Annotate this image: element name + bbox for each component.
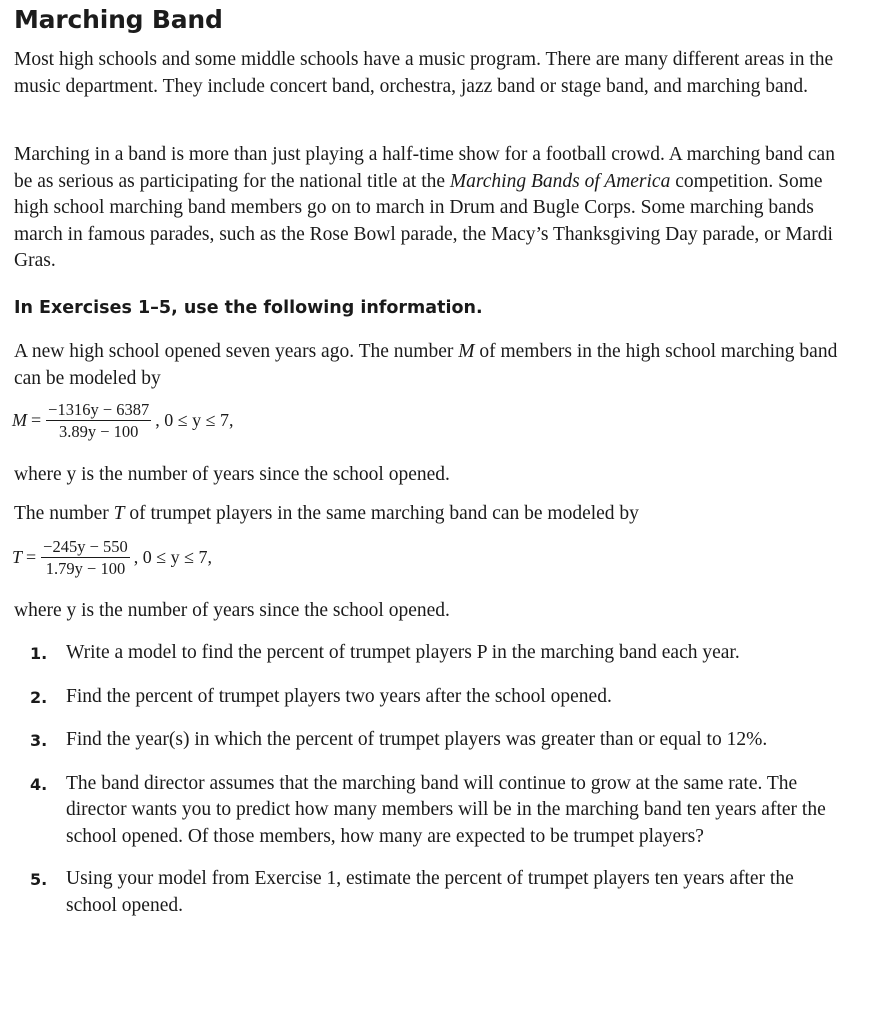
members-model-intro: [14, 339, 844, 392]
formula-t-equals: =: [26, 547, 37, 567]
formula-m-equals: =: [31, 410, 42, 430]
exercise-list: [30, 640, 840, 935]
formula-m-denominator: 3.89y − 100: [59, 422, 139, 441]
trumpet-intro-start: The number: [14, 503, 114, 524]
exercise-item: [30, 866, 840, 919]
formula-t-domain: , 0 ≤ y ≤ 7,: [133, 547, 213, 567]
formula-t-numerator: −245y − 550: [43, 537, 128, 556]
where-statement-2: where y is the number of years since the school opened.: [14, 600, 450, 621]
exercise-item: [30, 771, 840, 851]
exercise-text: Find the year(s) in which the percent of trumpet players was greater than or equal to 12%.: [66, 729, 768, 750]
exercise-heading: In Exercises 1–5, use the following information.: [14, 298, 483, 318]
exercise-number: 5.: [30, 870, 48, 889]
exercise-number: 3.: [30, 731, 48, 750]
formula-m-fraction: [46, 400, 151, 441]
intro-p2-start: Marching in a band is more than just playing a half-time show for a football crowd. A marching band can be as serious as participating for the national title at the: [14, 144, 835, 192]
trumpet-formula: [12, 537, 212, 578]
page-title: Marching Band: [14, 5, 223, 34]
formula-m-numerator: −1316y − 6387: [48, 400, 150, 419]
formula-t-fraction: [41, 537, 130, 578]
where-statement-1: where y is the number of years since the school opened.: [14, 464, 450, 485]
exercise-number: 2.: [30, 687, 48, 707]
intro-paragraph-2: [14, 142, 844, 275]
members-intro-start: A new high school opened seven years ago. The number: [14, 341, 459, 362]
exercise-text: Find the percent of trumpet players two years after the school opened.: [66, 685, 612, 707]
formula-t-denominator: 1.79y − 100: [45, 559, 126, 578]
exercise-number: 4.: [30, 774, 48, 794]
intro-paragraph-1: Most high schools and some middle schools have a music program. There are many different areas in the music department. They include concert band, orchestra, jazz band or stage band, and marching band.: [14, 49, 834, 97]
trumpet-intro-end: of trumpet players in the same marching band can be modeled by: [124, 503, 639, 524]
exercise-item: [30, 684, 840, 712]
formula-m-variable: M: [12, 410, 27, 430]
exercise-text: Write a model to find the percent of trumpet players P in the marching band each year.: [66, 642, 740, 663]
exercise-item: [30, 640, 840, 668]
exercise-item: [30, 727, 840, 755]
exercise-text: Using your model from Exercise 1, estimate the percent of trumpet players ten years after the school opened.: [66, 868, 794, 916]
formula-t-variable: T: [12, 547, 23, 567]
trumpet-model-intro: [14, 501, 844, 528]
trumpet-variable: T: [113, 503, 125, 524]
members-variable: M: [458, 341, 475, 362]
intro-p2-end: competition. Some high school marching band members go on to march in Drum and Bugle Corps. Some marching bands march in famous parades, such as the Rose Bowl parade, the Macy’s Thanksgiving Day parade, or Mardi Gras.: [14, 170, 833, 271]
formula-m-domain: , 0 ≤ y ≤ 7,: [155, 410, 234, 430]
members-formula: [12, 400, 234, 441]
exercise-text: The band director assumes that the marching band will continue to grow at the same rate. The director wants you to predict how many members will be in the marching band ten years after the school opened. Of those members, how many are expected to be trumpet players?: [66, 772, 826, 847]
competition-name: Marching Bands of America: [449, 170, 671, 192]
exercise-number: 1.: [30, 644, 48, 663]
members-intro-end: of members in the high school marching band can be modeled by: [14, 341, 838, 389]
